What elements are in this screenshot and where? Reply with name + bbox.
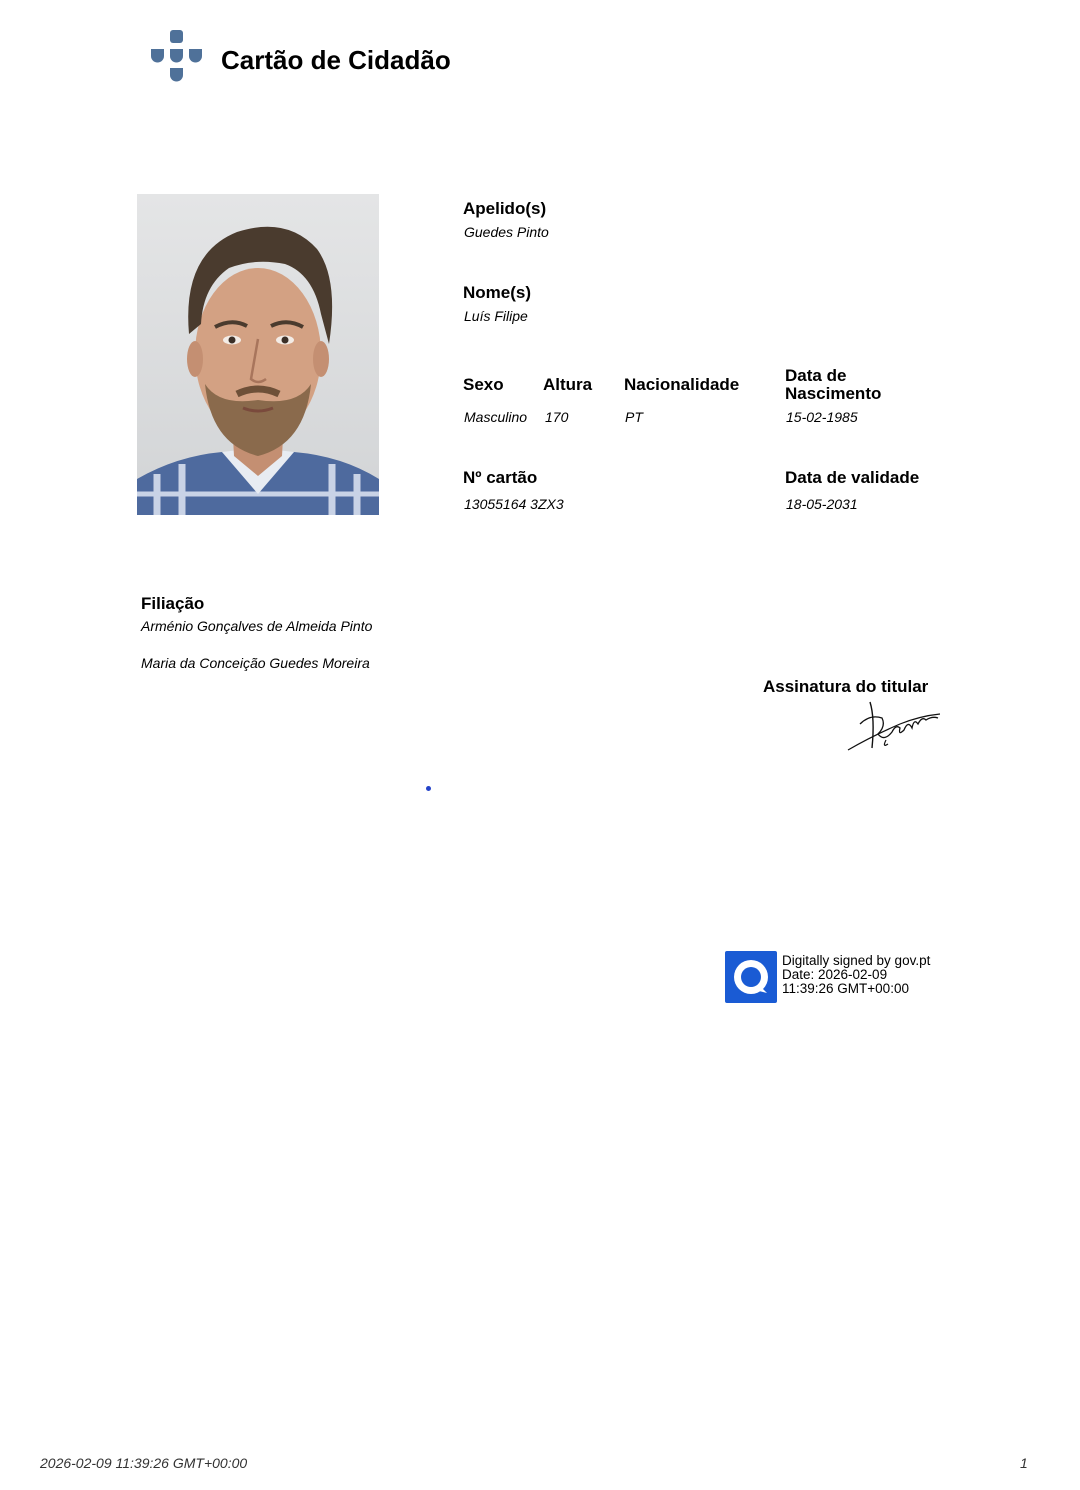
card-number-label: Nº cartão (463, 468, 538, 487)
decorative-dot (426, 786, 431, 791)
page-number: 1 (1020, 1455, 1028, 1471)
document-title: Cartão de Cidadão (221, 45, 451, 75)
holder-signature-image (842, 698, 944, 756)
given-names-label: Nome(s) (463, 283, 532, 302)
digital-signature-text (782, 954, 930, 996)
birth-date-label (785, 367, 881, 403)
filiation-label: Filiação (141, 594, 205, 613)
parent-name-father: Arménio Gonçalves de Almeida Pinto (141, 618, 373, 634)
height-value: 170 (545, 409, 569, 425)
holder-photo (137, 194, 379, 515)
expiry-date-label: Data de validade (785, 468, 920, 487)
sex-label: Sexo (463, 375, 504, 394)
digital-signature-line3: 11:39:26 GMT+00:00 (782, 981, 909, 996)
digital-signature-line2: Date: 2026-02-09 (782, 967, 888, 982)
portugal-gov-logo-icon (150, 28, 204, 86)
footer-timestamp: 2026-02-09 11:39:26 GMT+00:00 (40, 1455, 248, 1471)
height-label: Altura (543, 375, 593, 394)
given-names-value: Luís Filipe (464, 308, 528, 324)
nationality-value: PT (625, 409, 643, 425)
surname-label: Apelido(s) (463, 199, 547, 218)
expiry-date-value: 18-05-2031 (786, 496, 858, 512)
nationality-label: Nacionalidade (624, 375, 740, 394)
card-number-value: 13055164 3ZX3 (464, 496, 564, 512)
birth-date-label-line2: Nascimento (785, 384, 882, 403)
birth-date-value: 15-02-1985 (786, 409, 858, 425)
holder-signature-label: Assinatura do titular (763, 677, 929, 696)
gov-pt-signature-icon (725, 951, 777, 1003)
surname-value: Guedes Pinto (464, 224, 549, 240)
sex-value: Masculino (464, 409, 528, 425)
digital-signature-line1: Digitally signed by gov.pt (782, 953, 931, 968)
parent-name-mother: Maria da Conceição Guedes Moreira (141, 655, 370, 671)
birth-date-label-line1: Data de (785, 366, 847, 385)
